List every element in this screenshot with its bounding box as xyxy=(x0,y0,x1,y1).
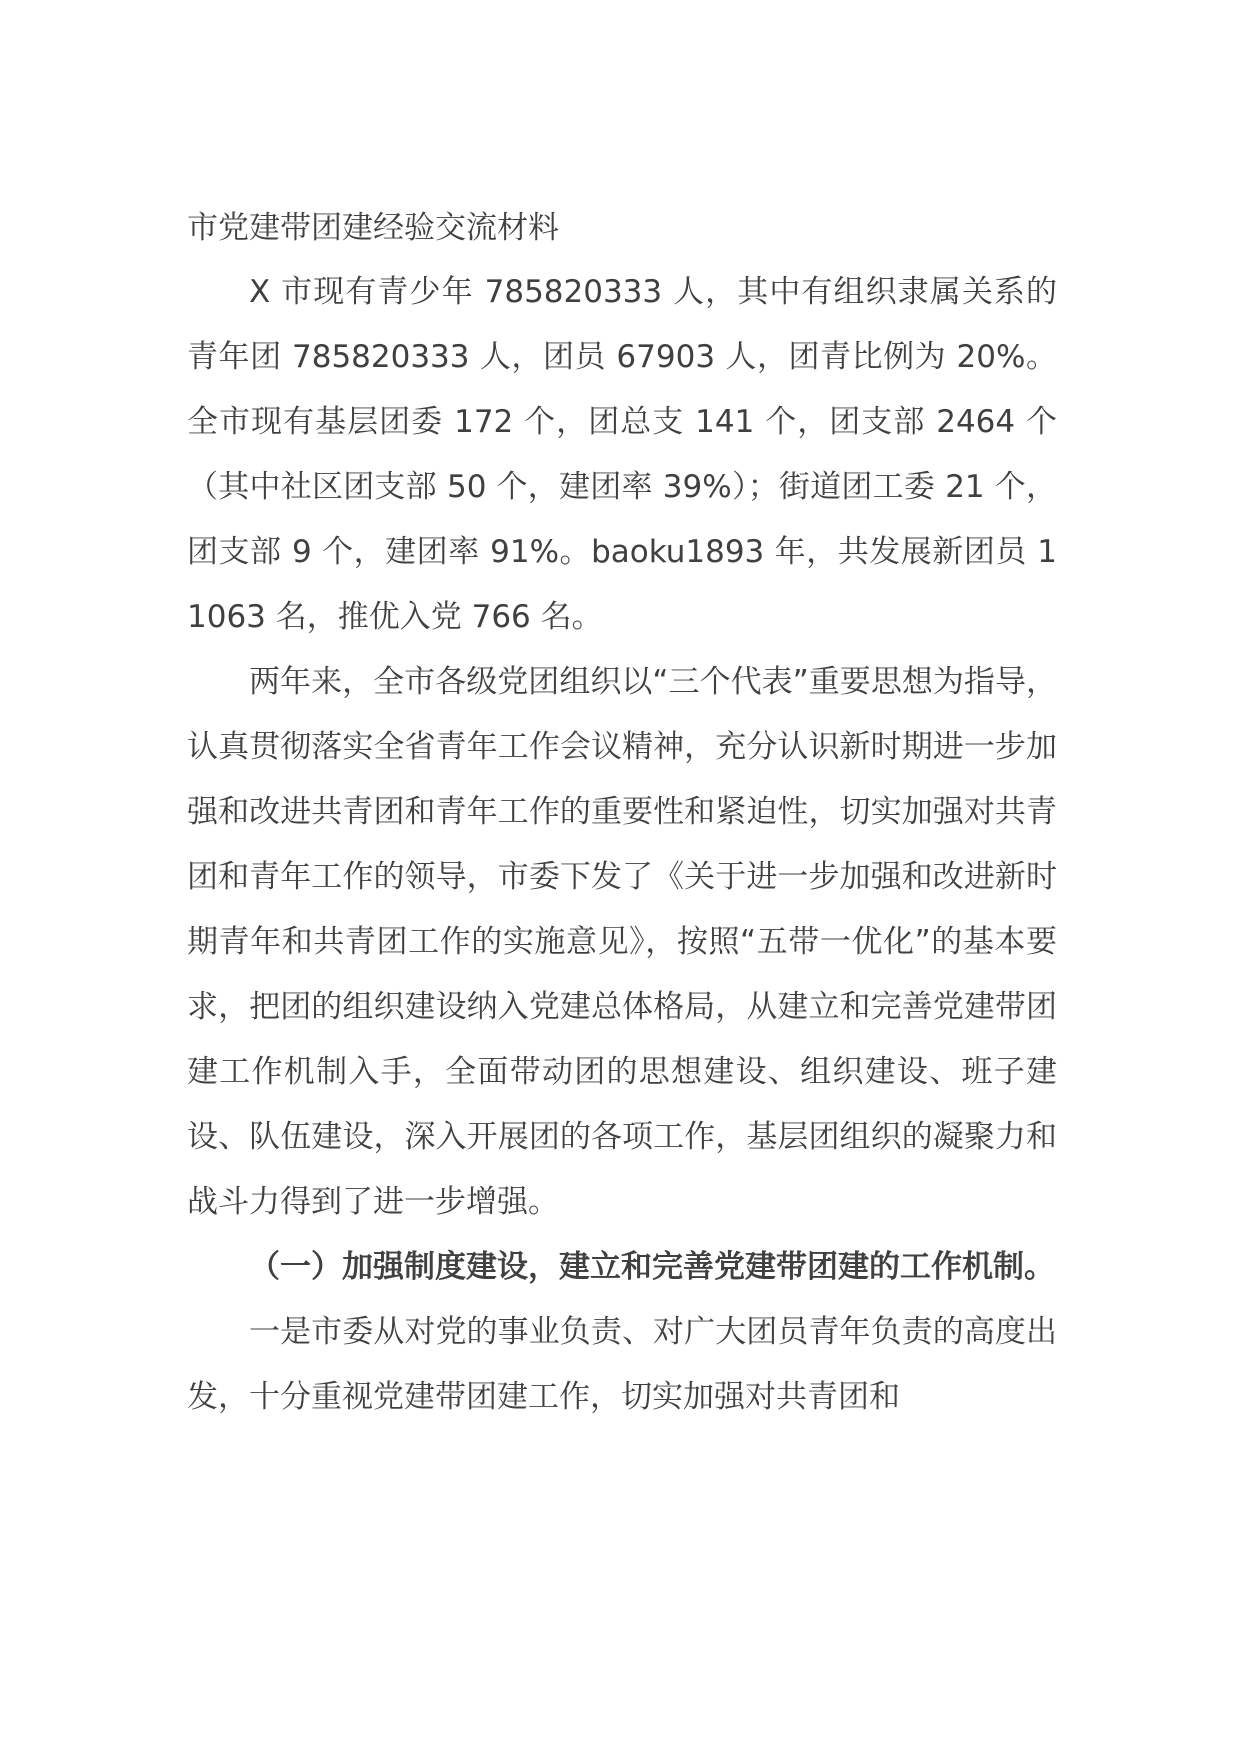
paragraph-overview: 两年来，全市各级党团组织以“三个代表”重要思想为指导，认真贯彻落实全省青年工作会议精神，充分认识新时期进一步加强和改进共青团和青年工作的重要性和紧迫性，切实加强对共青团和青年工作的领导，市委下发了《关于进一步加强和改进新时期青年和共青团工作的实施意见》，按照“五带一优化”的基本要求，把团的组织建设纳入党建总体格局，从建立和完善党建带团建工作机制入手，全面带动团的思想建设、组织建设、班子建设、队伍建设，深入开展团的各项工作，基层团组织的凝聚力和战斗力得到了进一步增强。 xyxy=(187,664,1057,1220)
document-title: 市党建带团建经验交流材料 xyxy=(187,210,559,246)
paragraph-section-body: 一是市委从对党的事业负责、对广大团员青年负责的高度出发，十分重视党建带团建工作，切实加强对共青团和 xyxy=(187,1314,1057,1415)
document-body xyxy=(187,196,1057,1430)
paragraph-statistics: X 市现有青少年 785820333 人，其中有组织隶属关系的青年团 785820333 人，团员 67903 人，团青比例为 20%。全市现有基层团委 172 个，团总支 141 个，团支部 2464 个（其中社区团支部 50 个，建团率 39%）；街道团工委 21 个，团支部 9 个，建团率 91%。baoku1893 年，共发展新团员 11063 名，推优入党 766 名。 xyxy=(187,274,1057,635)
section-heading: （一）加强制度建设，建立和完善党建带团建的工作机制。 xyxy=(249,1249,1055,1285)
